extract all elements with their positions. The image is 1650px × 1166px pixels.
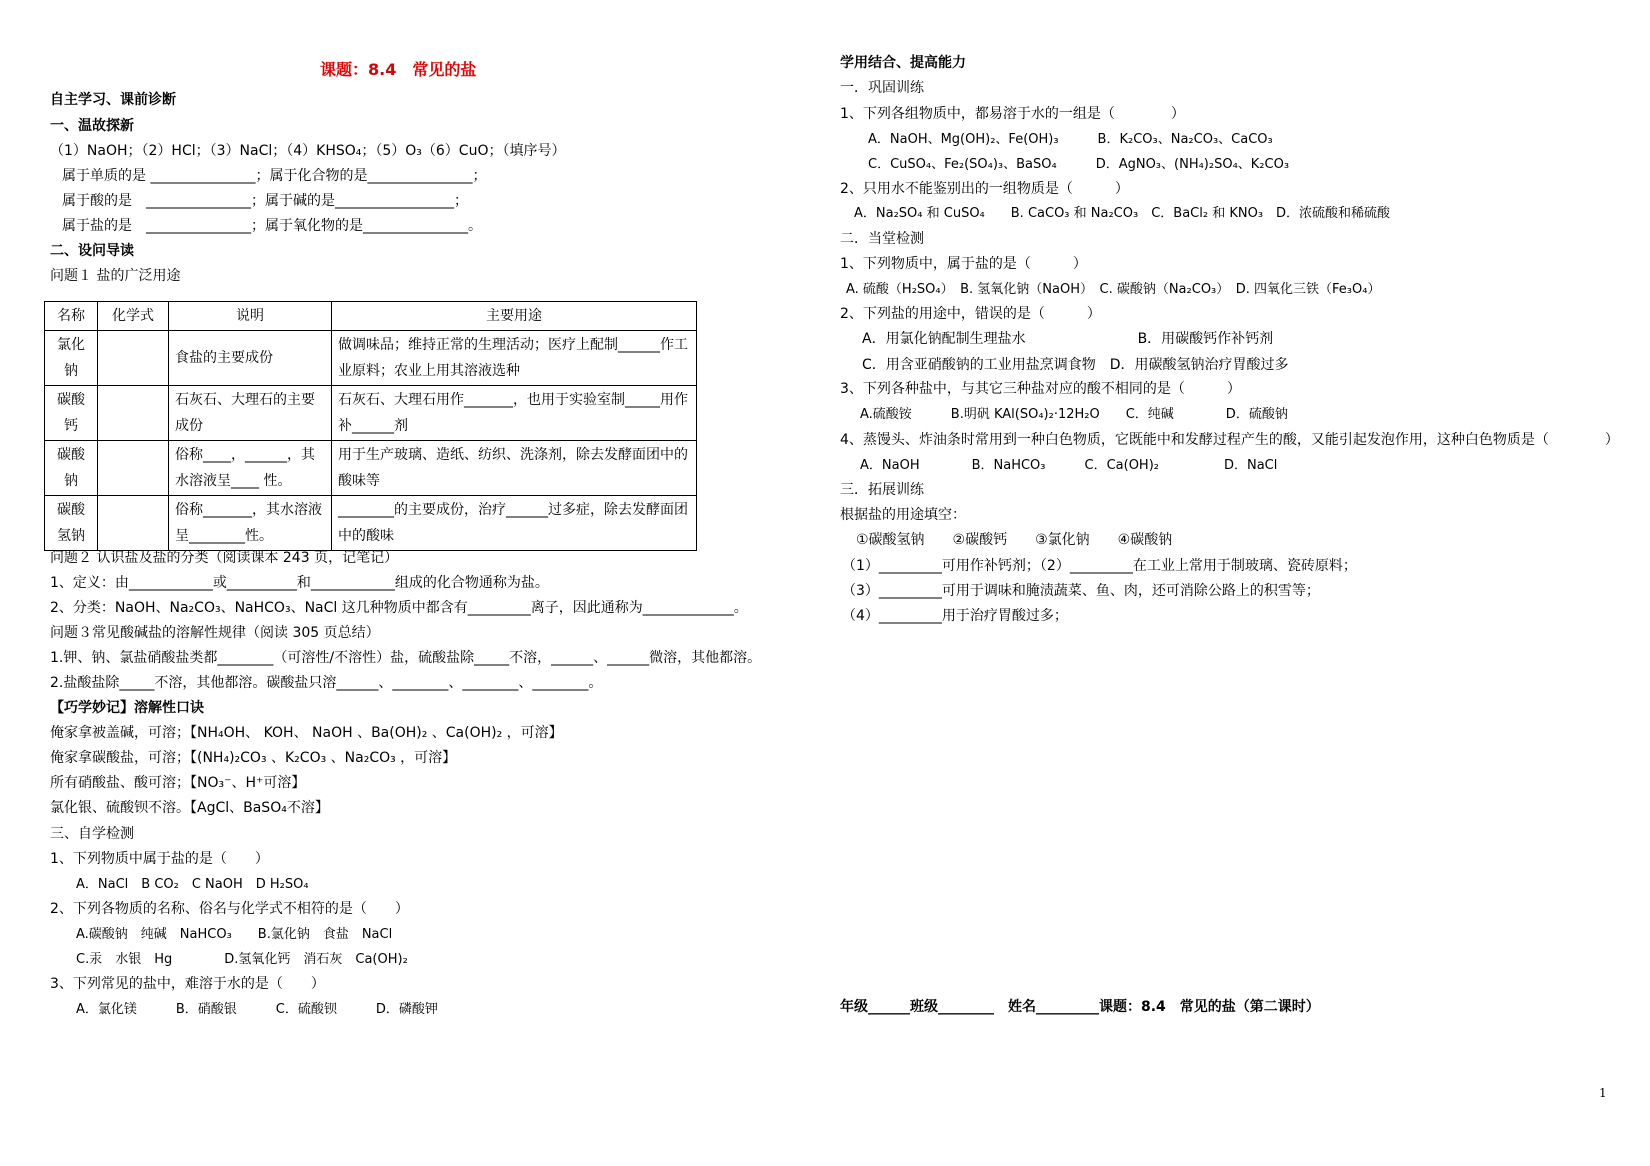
section-self-test: 三、自学检测 bbox=[50, 826, 134, 842]
table-row bbox=[45, 496, 697, 551]
test-question-2: 2、下列各物质的名称、俗名与化学式不相符的是（ ） bbox=[50, 901, 409, 917]
question-2-line-1: 1、定义：由____________或__________和____________组成的化合物通称为盐。 bbox=[50, 575, 549, 591]
question-2-line-2: 2、分类：NaOH、Na₂CO₃、NaHCO₃、NaCl 这几种物质中都含有_________离子，因此通称为_____________。 bbox=[50, 600, 748, 616]
extension-blank-1-2: （1）_________可用作补钙剂；（2）_________在工业上常用于制玻璃、瓷砖原料； bbox=[842, 558, 1357, 574]
page-number: 1 bbox=[1599, 1086, 1607, 1100]
class-test-question-4: 4、蒸馒头、炸油条时常用到一种白色物质，它既能中和发酵过程产生的酸，又能引起发泡作用，这种白色物质是（ ） bbox=[840, 432, 1619, 448]
class-test-question-4-options: A．NaOH B．NaHCO₃ C．Ca(OH)₂ D．NaCl bbox=[860, 458, 1278, 473]
header-use: 主要用途 bbox=[332, 302, 697, 331]
question-3-line-1: 1.钾、钠、氯盐硝酸盐类都________（可溶性/不溶性）盐，硫酸盐除_____不溶，______、______微溶，其他都溶。 bbox=[50, 650, 762, 666]
cell-formula bbox=[98, 331, 169, 386]
test-question-3-options: A．氯化镁 B．硝酸银 C．硫酸钡 D．磷酸钾 bbox=[76, 1002, 438, 1017]
mnemonic-line-3: 所有硝酸盐、酸可溶；【NO₃⁻、H⁺可溶】 bbox=[50, 775, 306, 791]
footer-student-info: 年级______班级________ 姓名_________课题：8.4 常见的盐（第二课时） bbox=[840, 999, 1320, 1015]
question-2-title: 问题２ 认识盐及盐的分类（阅读课本 243 页，记笔记） bbox=[50, 550, 399, 566]
table-row bbox=[45, 386, 697, 441]
header-formula: 化学式 bbox=[98, 302, 169, 331]
cell-formula bbox=[98, 441, 169, 496]
section-class-test: 二．当堂检测 bbox=[840, 231, 924, 247]
class-test-question-2-options-cd: C．用含亚硝酸钠的工业用盐烹调食物 D．用碳酸氢钠治疗胃酸过多 bbox=[862, 357, 1289, 373]
header-desc: 说明 bbox=[169, 302, 332, 331]
cell-desc: 俗称____，______，其水溶液呈____ 性。 bbox=[169, 441, 332, 496]
question-1-title: 问题１ 盐的广泛用途 bbox=[50, 268, 181, 284]
review-line-2: 属于酸的是 _______________；属于碱的是_________________； bbox=[62, 193, 468, 209]
test-question-1: 1、下列物质中属于盐的是（ ） bbox=[50, 851, 269, 867]
practice-question-1-options-cd: C．CuSO₄、Fe₂(SO₄)₃、BaSO₄ D．AgNO₃、(NH₄)₂SO₄、K₂CO₃ bbox=[868, 157, 1290, 172]
question-3-line-2: 2.盐酸盐除_____不溶，其他都溶。碳酸盐只溶______、________、________、________。 bbox=[50, 675, 603, 691]
class-test-question-2: 2、下列盐的用途中，错误的是（ ） bbox=[840, 306, 1101, 322]
salt-uses-table bbox=[44, 301, 697, 551]
review-line-3: 属于盐的是 _______________；属于氧化物的是_______________。 bbox=[62, 218, 482, 234]
class-test-question-3-options: A.硫酸铵 B.明矾 KAl(SO₄)₂·12H₂O C．纯碱 D．硫酸钠 bbox=[860, 407, 1288, 422]
cell-name: 氯化钠 bbox=[45, 331, 98, 386]
practice-question-2: 2、只用水不能鉴别出的一组物质是（ ） bbox=[840, 181, 1129, 197]
review-line-1: 属于单质的是 _______________；属于化合物的是_______________； bbox=[62, 168, 487, 184]
table-header-row bbox=[45, 302, 697, 331]
extension-blank-4: （4）_________用于治疗胃酸过多； bbox=[842, 608, 1068, 624]
mnemonic-line-2: 俺家拿碳酸盐，可溶；【(NH₄)₂CO₃ 、K₂CO₃ 、Na₂CO₃ ，可溶】 bbox=[50, 750, 457, 766]
cell-name: 碳酸钙 bbox=[45, 386, 98, 441]
mnemonic-title: 【巧学妙记】溶解性口诀 bbox=[50, 700, 204, 716]
class-test-question-2-options-ab: A．用氯化钠配制生理盐水 B．用碳酸钙作补钙剂 bbox=[862, 331, 1274, 347]
class-test-question-1-options: A. 硫酸（H₂SO₄） B. 氢氧化钠（NaOH） C. 碳酸钠（Na₂CO₃） D. 四氧化三铁（Fe₃O₄） bbox=[846, 282, 1381, 297]
cell-desc: 俗称_______，其水溶液呈________性。 bbox=[169, 496, 332, 551]
review-items: （1）NaOH；（2）HCl；（3）NaCl；（4）KHSO₄；（5）O₃（6）CuO；（填序号） bbox=[50, 143, 566, 159]
class-test-question-1: 1、下列物质中，属于盐的是（ ） bbox=[840, 256, 1087, 272]
cell-use: 做调味品；维持正常的生理活动；医疗上配制______作工业原料；农业上用其溶液选种 bbox=[332, 331, 697, 386]
class-test-question-3: 3、下列各种盐中，与其它三种盐对应的酸不相同的是（ ） bbox=[840, 381, 1241, 397]
section-extension: 三．拓展训练 bbox=[840, 482, 924, 498]
extension-blank-3: （3）_________可用于调味和腌渍蔬菜、鱼、肉，还可消除公路上的积雪等； bbox=[842, 583, 1320, 599]
cell-formula bbox=[98, 496, 169, 551]
table-row bbox=[45, 331, 697, 386]
cell-name: 碳酸钠 bbox=[45, 441, 98, 496]
cell-use: 用于生产玻璃、造纸、纺织、洗涤剂，除去发酵面团中的酸味等 bbox=[332, 441, 697, 496]
practice-question-1: 1、下列各组物质中，都易溶于水的一组是（ ） bbox=[840, 106, 1185, 122]
section-consolidation: 一．巩固训练 bbox=[840, 80, 924, 96]
section-guide: 二、设问导读 bbox=[50, 243, 134, 259]
extension-choices: ①碳酸氢钠 ②碳酸钙 ③氯化钠 ④碳酸钠 bbox=[856, 532, 1173, 548]
table-row bbox=[45, 441, 697, 496]
test-question-2-options-ab: A.碳酸钠 纯碱 NaHCO₃ B.氯化钠 食盐 NaCl bbox=[76, 927, 393, 942]
header-name: 名称 bbox=[45, 302, 98, 331]
mnemonic-line-4: 氯化银、硫酸钡不溶。【AgCl、BaSO₄不溶】 bbox=[50, 800, 329, 816]
section-heading-practice: 学用结合、提高能力 bbox=[840, 55, 966, 71]
practice-question-2-options: A．Na₂SO₄ 和 CuSO₄ B. CaCO₃ 和 Na₂CO₃ C．BaCl₂ 和 KNO₃ D．浓硫酸和稀硫酸 bbox=[854, 206, 1391, 221]
test-question-3: 3、下列常见的盐中，难溶于水的是（ ） bbox=[50, 976, 325, 992]
test-question-2-options-cd: C.汞 水银 Hg D.氢氧化钙 消石灰 Ca(OH)₂ bbox=[76, 952, 408, 967]
extension-intro: 根据盐的用途填空： bbox=[840, 507, 966, 523]
cell-formula bbox=[98, 386, 169, 441]
cell-desc: 石灰石、大理石的主要成份 bbox=[169, 386, 332, 441]
mnemonic-line-1: 俺家拿被盖碱，可溶；【NH₄OH、 KOH、 NaOH 、Ba(OH)₂ 、Ca(OH)₂ ，可溶】 bbox=[50, 725, 563, 741]
practice-question-1-options-ab: A．NaOH、Mg(OH)₂、Fe(OH)₃ B．K₂CO₃、Na₂CO₃、CaCO₃ bbox=[868, 132, 1273, 147]
cell-desc: 食盐的主要成份 bbox=[169, 331, 332, 386]
cell-name: 碳酸氢钠 bbox=[45, 496, 98, 551]
cell-use: ________的主要成份，治疗______过多症，除去发酵面团中的酸味 bbox=[332, 496, 697, 551]
section-intro: 自主学习、课前诊断 bbox=[50, 92, 176, 108]
test-question-1-options: A．NaCl B CO₂ C NaOH D H₂SO₄ bbox=[76, 877, 309, 892]
section-review: 一、温故探新 bbox=[50, 118, 134, 134]
page-title: 课题：8.4 常见的盐 bbox=[320, 60, 477, 79]
question-3-title: 问题３常见酸碱盐的溶解性规律（阅读 305 页总结） bbox=[50, 625, 380, 641]
cell-use: 石灰石、大理石用作_______，也用于实验室制_____用作补______剂 bbox=[332, 386, 697, 441]
